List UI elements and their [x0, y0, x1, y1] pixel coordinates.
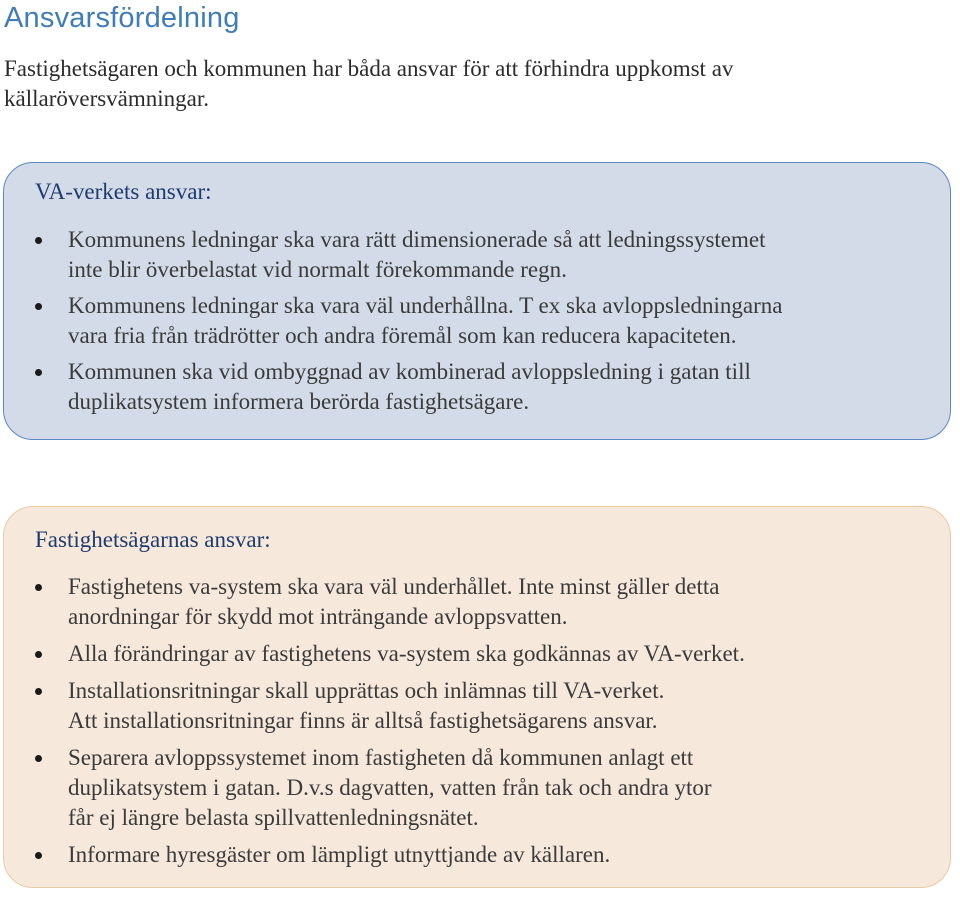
owner-responsibility-box: [3, 506, 951, 888]
list-item-line: inte blir överbelastat vid normalt förekommande regn.: [68, 257, 567, 282]
intro-line: Fastighetsägaren och kommunen har båda ansvar för att förhindra uppkomst av: [4, 56, 734, 81]
bullet-icon: [35, 369, 42, 376]
bullet-icon: [35, 688, 42, 695]
list-item-line: får ej längre belasta spillvattenledningsnätet.: [68, 805, 479, 830]
page-title: Ansvarsfördelning: [4, 2, 240, 34]
bullet-icon: [35, 755, 42, 762]
list-item: [4, 572, 904, 632]
list-item: [4, 225, 904, 285]
bullet-icon: [35, 852, 42, 859]
list-item-line: vara fria från trädrötter och andra föremål som kan reducera kapaciteten.: [68, 323, 737, 348]
bullet-icon: [35, 584, 42, 591]
list-item-line: Alla förändringar av fastighetens va-system ska godkännas av VA-verket.: [68, 641, 745, 666]
bullet-icon: [35, 237, 42, 244]
list-item-line: duplikatsystem informera berörda fastighetsägare.: [68, 389, 530, 414]
owner-responsibility-list: [4, 572, 904, 877]
list-item: [4, 840, 904, 870]
list-item: [4, 743, 904, 833]
intro-paragraph: [4, 54, 904, 114]
va-responsibility-list: [4, 225, 904, 423]
list-item-line: Kommunens ledningar ska vara väl underhållna. T ex ska avloppsledningarna: [68, 293, 783, 318]
list-item-line: Kommunen ska vid ombyggnad av kombinerad avloppsledning i gatan till: [68, 359, 751, 384]
owner-box-title: Fastighetsägarnas ansvar:: [35, 527, 271, 552]
list-item-line: Att installationsritningar finns är alltså fastighetsägarens ansvar.: [68, 708, 658, 733]
list-item: [4, 291, 904, 351]
list-item-line: anordningar för skydd mot inträngande avloppsvatten.: [68, 604, 568, 629]
list-item-line: Kommunens ledningar ska vara rätt dimensionerade så att ledningssystemet: [68, 227, 766, 252]
list-item-line: duplikatsystem i gatan. D.v.s dagvatten, vatten från tak och andra ytor: [68, 775, 712, 800]
list-item-line: Informare hyresgäster om lämpligt utnyttjande av källaren.: [68, 842, 611, 867]
va-box-title: VA-verkets ansvar:: [35, 179, 212, 204]
list-item: [4, 357, 904, 417]
list-item: [4, 639, 904, 669]
list-item: [4, 676, 904, 736]
bullet-icon: [35, 303, 42, 310]
bullet-icon: [35, 651, 42, 658]
list-item-line: Fastighetens va-system ska vara väl underhållet. Inte minst gäller detta: [68, 574, 720, 599]
list-item-line: Separera avloppssystemet inom fastigheten då kommunen anlagt ett: [68, 745, 694, 770]
intro-line: källaröversvämningar.: [4, 86, 210, 111]
list-item-line: Installationsritningar skall upprättas och inlämnas till VA-verket.: [68, 678, 665, 703]
va-responsibility-box: [3, 162, 951, 440]
